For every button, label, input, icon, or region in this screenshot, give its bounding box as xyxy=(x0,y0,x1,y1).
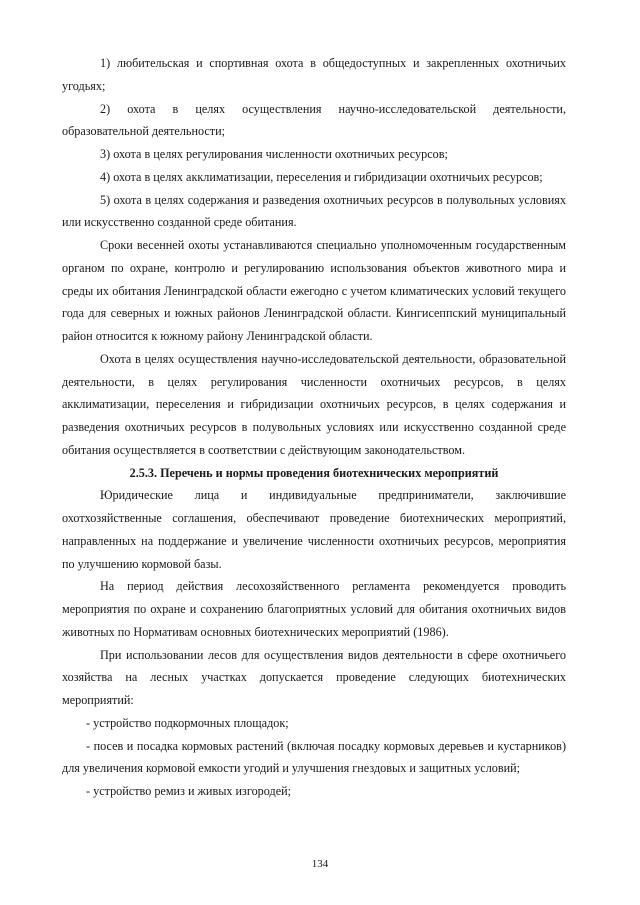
list-item-hunting-regulation: 3) охота в целях регулирования численности охотничьих ресурсов; xyxy=(100,147,448,161)
section-heading: 2.5.3. Перечень и нормы проведения биотехнических мероприятий xyxy=(129,465,499,480)
paragraph-forest-use: При использовании лесов для осуществления видов деятельности в сфере охотничьего хозяйства на лесных участках допускается проведение следующих биотехнических мероприятий: xyxy=(62,647,566,707)
page-content xyxy=(62,52,566,803)
page-number: 134 xyxy=(311,858,329,870)
list-item-hunting-acclimatization: 4) охота в целях акклиматизации, переселения и гибридизации охотничьих ресурсов; xyxy=(100,169,543,184)
dash-item-hedges: - устройство ремиз и живых изгородей; xyxy=(86,784,292,798)
paragraph-legal-entities: Юридические лица и индивидуальные предприниматели, заключившие охотхозяйственные соглашения, обеспечивают проведение биотехнических мероприятий, направленных на поддержание и увеличение численности охотничьих ресурсов, мероприятия по улучшению кормовой базы. xyxy=(62,488,566,571)
dash-item-sowing-plants: - посев и посадка кормовых растений (включая посадку кормовых деревьев и кустарников) для увеличения кормовой емкости угодий и улучшения гнездовых и защитных условий; xyxy=(62,738,566,776)
paragraph-spring-hunting: Сроки весенней охоты устанавливаются специально уполномоченным государственным органом по охране, контролю и регулированию использования объектов животного мира и среды их обитания Ленинградской области ежегодно с учетом климатических условий текущего года для северных и южных районов Ленинградской области. Кингисеппский муниципальный район относится к южному району Ленинградской области. xyxy=(62,238,566,343)
dash-item-feeding-sites: - устройство подкормочных площадок; xyxy=(86,715,289,730)
list-item-hunting-research: 2) охота в целях осуществления научно-исследовательской деятельности, образовательной деятельности; xyxy=(62,101,566,139)
paragraph-regulation-period: На период действия лесохозяйственного регламента рекомендуется проводить мероприятия по охране и сохранению благоприятных условий для обитания охотничьих видов животных по Нормативам основных биотехнических мероприятий (1986). xyxy=(62,579,566,639)
list-item-hunting-amateur: 1) любительская и спортивная охота в общедоступных и закрепленных охотничьих угодьях; xyxy=(62,56,566,93)
list-item-hunting-breeding: 5) охота в целях содержания и разведения охотничьих ресурсов в полувольных условиях или искусственно созданной среде обитания. xyxy=(62,192,566,230)
paragraph-hunting-purposes: Охота в целях осуществления научно-исследовательской деятельности, образовательной деятельности, в целях регулирования численности охотничьих ресурсов, в целях акклиматизации, переселения и гибридизации охотничьих ресурсов, в целях содержания и разведения охотничьих ресурсов в полувольных условиях или искусственно созданной среде обитания осуществляется в соответствии с действующим законодательством. xyxy=(62,351,566,457)
